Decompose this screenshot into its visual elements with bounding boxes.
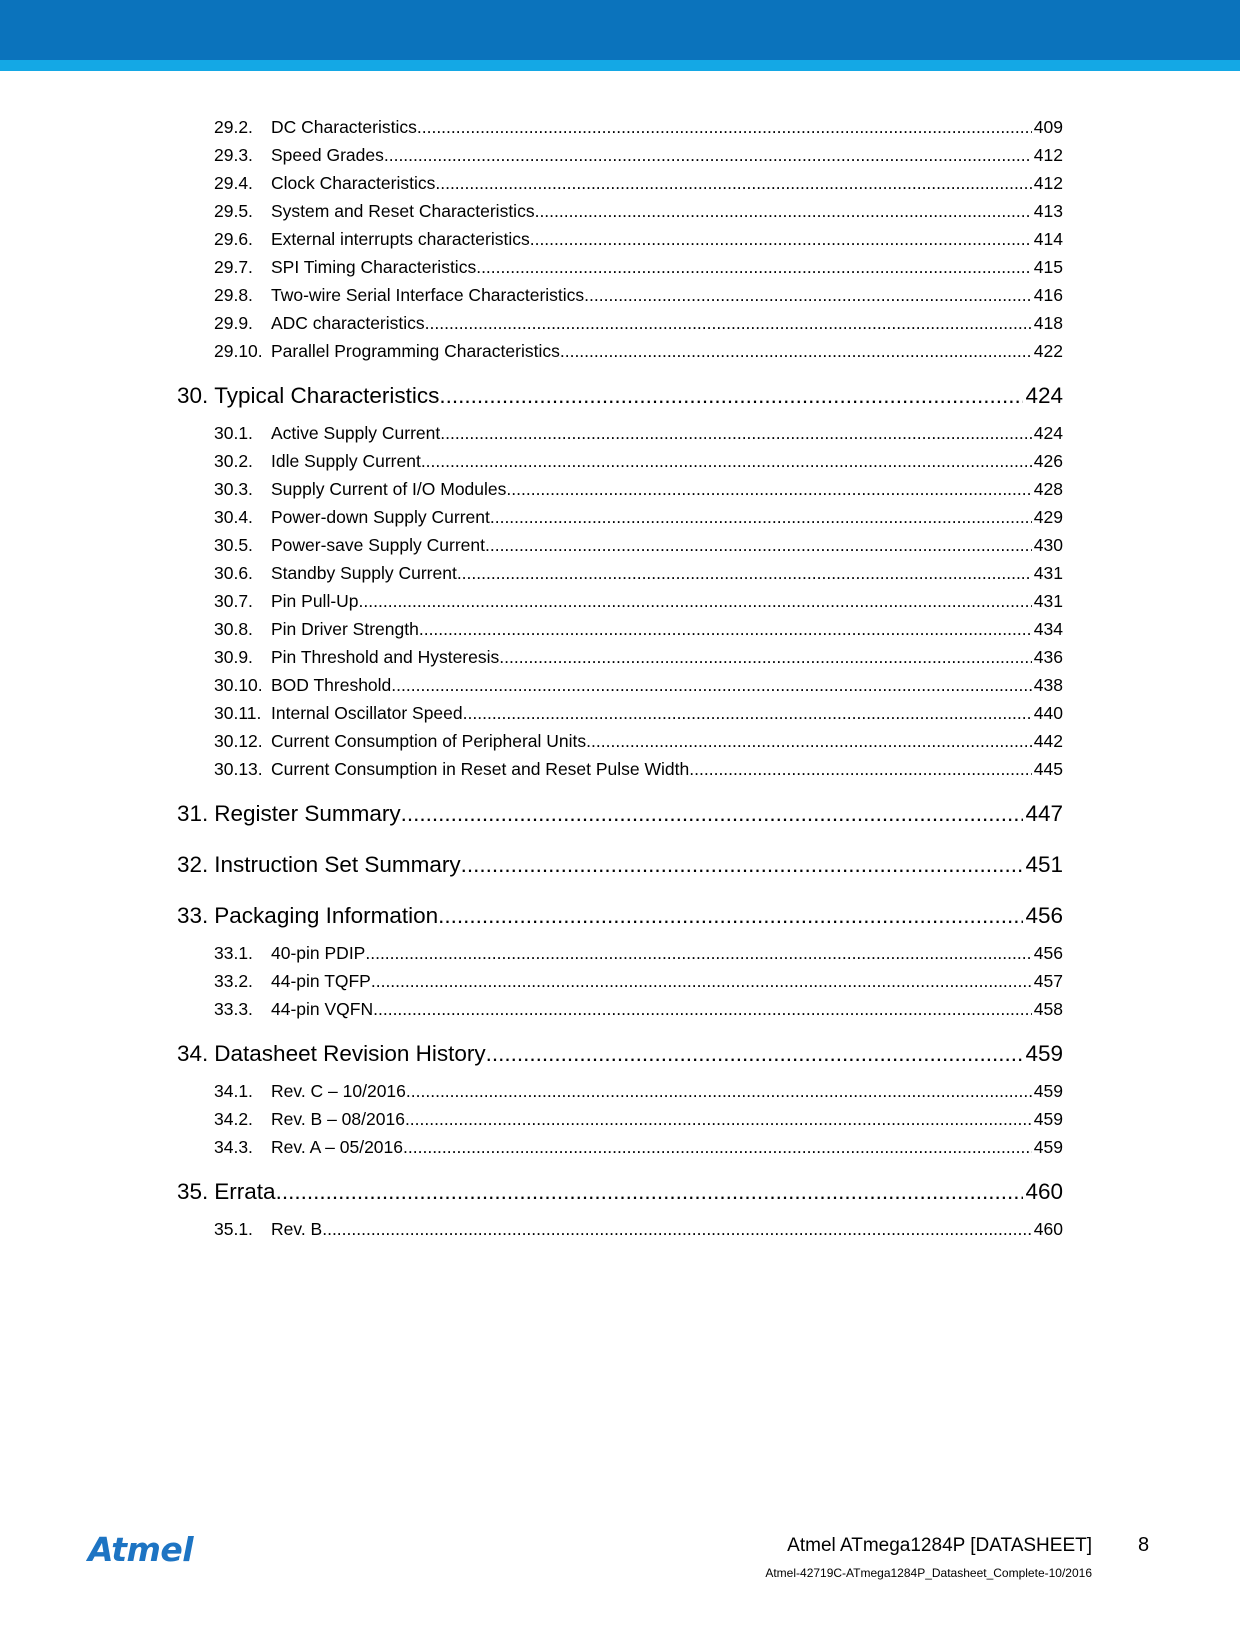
toc-section-entry[interactable] (177, 197, 1063, 225)
toc-dot-leader (421, 447, 1032, 475)
footer-document-id: Atmel-42719C-ATmega1284P_Datasheet_Complete-10/2016 (765, 1566, 1092, 1580)
toc-dot-leader (359, 587, 1032, 615)
toc-dot-leader (322, 1215, 1032, 1243)
toc-entry-number: 29.2. (214, 117, 253, 137)
toc-entry-page: 442 (1033, 731, 1063, 751)
toc-section-entry[interactable] (177, 1077, 1063, 1105)
toc-entry-number: 30.1. (214, 423, 253, 443)
toc-entry-title: Current Consumption of Peripheral Units (271, 731, 587, 751)
toc-entry-number: 33.1. (214, 943, 253, 963)
toc-section-entry[interactable] (177, 643, 1063, 671)
toc-dot-leader (401, 794, 1024, 834)
toc-dot-leader (365, 939, 1031, 967)
toc-dot-leader (560, 337, 1032, 365)
toc-entry-title: Typical Characteristics (214, 383, 440, 408)
toc-dot-leader (535, 197, 1032, 225)
toc-entry-page: 409 (1033, 117, 1063, 137)
toc-entry-page: 459 (1033, 1137, 1063, 1157)
toc-dot-leader (403, 1133, 1032, 1161)
toc-entry-page: 458 (1033, 999, 1063, 1019)
toc-entry-number: 30.3. (214, 479, 253, 499)
toc-entry-number: 35.1. (214, 1219, 253, 1239)
toc-section-entry[interactable] (177, 1133, 1063, 1161)
toc-section-entry[interactable] (177, 587, 1063, 615)
toc-section-entry[interactable] (177, 1215, 1063, 1243)
toc-entry-page: 447 (1025, 801, 1063, 826)
toc-entry-page: 428 (1033, 479, 1063, 499)
toc-dot-leader (438, 896, 1023, 936)
toc-section-entry[interactable] (177, 281, 1063, 309)
toc-dot-leader (486, 1034, 1024, 1074)
toc-dot-leader (584, 281, 1032, 309)
toc-entry-title: SPI Timing Characteristics (271, 257, 477, 277)
toc-dot-leader (506, 475, 1031, 503)
toc-entry-page: 438 (1033, 675, 1063, 695)
toc-section-entry[interactable] (177, 253, 1063, 281)
toc-entry-page: 414 (1033, 229, 1063, 249)
toc-dot-leader (384, 141, 1032, 169)
toc-dot-leader (530, 225, 1032, 253)
toc-entry-number: 29.7. (214, 257, 253, 277)
toc-entry-title: BOD Threshold (271, 675, 392, 695)
toc-entry-number: 29.9. (214, 313, 253, 333)
toc-entry-title: Pin Threshold and Hysteresis (271, 647, 500, 667)
toc-section-entry[interactable] (177, 141, 1063, 169)
toc-entry-title: Idle Supply Current (271, 451, 421, 471)
toc-entry-number: 35. (177, 1179, 209, 1204)
toc-entry-page: 460 (1033, 1219, 1063, 1239)
toc-entry-number: 31. (177, 801, 209, 826)
toc-section-entry[interactable] (177, 447, 1063, 475)
toc-entry-number: 29.3. (214, 145, 253, 165)
toc-entry-number: 33. (177, 903, 209, 928)
toc-entry-title: Pin Driver Strength (271, 619, 419, 639)
toc-entry-title: Standby Supply Current (271, 563, 457, 583)
toc-entry-number: 34.1. (214, 1081, 253, 1101)
toc-entry-number: 30.2. (214, 451, 253, 471)
footer-page-number: 8 (1138, 1534, 1150, 1556)
toc-entry-page: 430 (1033, 535, 1063, 555)
toc-entry-page: 413 (1033, 201, 1063, 221)
toc-entry-page: 429 (1033, 507, 1063, 527)
toc-entry-page: 436 (1033, 647, 1063, 667)
toc-entry-number: 30.10. (214, 675, 263, 695)
toc-chapter-entry[interactable] (177, 896, 1063, 936)
toc-entry-title: 40-pin PDIP (271, 943, 366, 963)
footer-document-title: Atmel ATmega1284P [DATASHEET] (787, 1535, 1092, 1556)
toc-entry-page: 459 (1033, 1109, 1063, 1129)
toc-entry-number: 30.13. (214, 759, 263, 779)
toc-entry-page: 456 (1025, 903, 1063, 928)
toc-section-entry[interactable] (177, 699, 1063, 727)
toc-entry-page: 418 (1033, 313, 1063, 333)
toc-entry-page: 445 (1033, 759, 1063, 779)
toc-dot-leader (586, 727, 1032, 755)
toc-entry-page: 457 (1033, 971, 1063, 991)
toc-entry-title: Rev. B (271, 1219, 323, 1239)
toc-entry-page: 422 (1033, 341, 1063, 361)
toc-dot-leader (419, 615, 1032, 643)
toc-entry-number: 32. (177, 852, 209, 877)
toc-entry-title: 44-pin TQFP (271, 971, 371, 991)
toc-section-entry[interactable] (177, 995, 1063, 1023)
toc-dot-leader (476, 253, 1032, 281)
toc-entry-title: Rev. B – 08/2016 (271, 1109, 405, 1129)
toc-dot-leader (457, 559, 1032, 587)
toc-section-entry[interactable] (177, 755, 1063, 783)
toc-entry-number: 29.5. (214, 201, 253, 221)
toc-section-entry[interactable] (177, 225, 1063, 253)
toc-section-entry[interactable] (177, 503, 1063, 531)
toc-dot-leader (371, 967, 1032, 995)
toc-dot-leader (461, 845, 1024, 885)
toc-chapter-entry[interactable] (177, 376, 1063, 416)
toc-section-entry[interactable] (177, 939, 1063, 967)
toc-entry-page: 412 (1033, 173, 1063, 193)
toc-entry-title: Errata (214, 1179, 276, 1204)
toc-entry-number: 30.5. (214, 535, 253, 555)
toc-section-entry[interactable] (177, 419, 1063, 447)
toc-entry-number: 29.10. (214, 341, 263, 361)
toc-dot-leader (405, 1105, 1032, 1133)
header-stripe (0, 60, 1240, 71)
toc-section-entry[interactable] (177, 727, 1063, 755)
toc-entry-number: 29.6. (214, 229, 253, 249)
toc-dot-leader (689, 755, 1032, 783)
toc-chapter-entry[interactable] (177, 794, 1063, 834)
toc-entry-title: Two-wire Serial Interface Characteristics (271, 285, 585, 305)
toc-entry-title: External interrupts characteristics (271, 229, 530, 249)
toc-entry-page: 424 (1025, 383, 1063, 408)
toc-entry-title: Supply Current of I/O Modules (271, 479, 507, 499)
toc-dot-leader (499, 643, 1032, 671)
toc-entry-page: 426 (1033, 451, 1063, 471)
toc-entry-title: Datasheet Revision History (214, 1041, 486, 1066)
toc-entry-number: 30.12. (214, 731, 263, 751)
toc-dot-leader (391, 671, 1032, 699)
toc-entry-number: 30.8. (214, 619, 253, 639)
toc-section-entry[interactable] (177, 113, 1063, 141)
toc-entry-title: Register Summary (214, 801, 401, 826)
toc-entry-page: 459 (1033, 1081, 1063, 1101)
toc-entry-title: System and Reset Characteristics (271, 201, 535, 221)
toc-entry-page: 412 (1033, 145, 1063, 165)
toc-entry-title: Rev. A – 05/2016 (271, 1137, 404, 1157)
toc-entry-number: 30.6. (214, 563, 253, 583)
table-of-contents (177, 113, 1063, 1243)
atmel-logo: Atmel (88, 1530, 194, 1569)
toc-entry-page: 456 (1033, 943, 1063, 963)
toc-entry-title: Power-down Supply Current (271, 507, 490, 527)
toc-section-entry[interactable] (177, 169, 1063, 197)
toc-entry-title: Internal Oscillator Speed (271, 703, 463, 723)
toc-chapter-entry[interactable] (177, 1034, 1063, 1074)
toc-dot-leader (439, 376, 1023, 416)
toc-entry-number: 30.9. (214, 647, 253, 667)
toc-dot-leader (490, 503, 1032, 531)
toc-dot-leader (276, 1172, 1024, 1212)
toc-entry-title: Clock Characteristics (271, 173, 436, 193)
toc-entry-page: 460 (1025, 1179, 1063, 1204)
toc-entry-page: 451 (1025, 852, 1063, 877)
toc-entry-title: Current Consumption in Reset and Reset Pulse Width (271, 759, 690, 779)
toc-entry-title: Speed Grades (271, 145, 384, 165)
toc-entry-title: Pin Pull-Up (271, 591, 359, 611)
toc-dot-leader (406, 1077, 1032, 1105)
toc-dot-leader (373, 995, 1032, 1023)
toc-entry-page: 431 (1033, 563, 1063, 583)
toc-dot-leader (417, 113, 1032, 141)
toc-entry-title: Power-save Supply Current (271, 535, 485, 555)
toc-dot-leader (485, 531, 1032, 559)
header-band (0, 0, 1240, 60)
toc-section-entry[interactable] (177, 671, 1063, 699)
toc-entry-number: 30.11. (214, 703, 262, 723)
toc-entry-number: 30. (177, 383, 209, 408)
toc-entry-number: 29.4. (214, 173, 253, 193)
toc-section-entry[interactable] (177, 967, 1063, 995)
toc-entry-page: 415 (1033, 257, 1063, 277)
toc-dot-leader (435, 169, 1031, 197)
toc-entry-page: 440 (1033, 703, 1063, 723)
toc-entry-title: Instruction Set Summary (214, 852, 461, 877)
toc-entry-title: Active Supply Current (271, 423, 441, 443)
toc-section-entry[interactable] (177, 531, 1063, 559)
toc-dot-leader (440, 419, 1032, 447)
toc-section-entry[interactable] (177, 337, 1063, 365)
toc-entry-title: Packaging Information (214, 903, 439, 928)
toc-entry-number: 33.3. (214, 999, 253, 1019)
toc-section-entry[interactable] (177, 1105, 1063, 1133)
toc-entry-title: Rev. C – 10/2016 (271, 1081, 406, 1101)
toc-entry-number: 30.7. (214, 591, 253, 611)
toc-section-entry[interactable] (177, 309, 1063, 337)
toc-entry-page: 459 (1025, 1041, 1063, 1066)
toc-entry-page: 424 (1033, 423, 1063, 443)
toc-entry-title: 44-pin VQFN (271, 999, 374, 1019)
toc-entry-page: 434 (1033, 619, 1063, 639)
toc-chapter-entry[interactable] (177, 845, 1063, 885)
toc-entry-number: 34. (177, 1041, 209, 1066)
toc-entry-title: ADC characteristics (271, 313, 425, 333)
toc-chapter-entry[interactable] (177, 1172, 1063, 1212)
toc-section-entry[interactable] (177, 559, 1063, 587)
toc-dot-leader (425, 309, 1032, 337)
toc-entry-number: 34.3. (214, 1137, 253, 1157)
toc-entry-page: 416 (1033, 285, 1063, 305)
toc-entry-title: Parallel Programming Characteristics (271, 341, 560, 361)
toc-entry-page: 431 (1033, 591, 1063, 611)
toc-entry-number: 34.2. (214, 1109, 253, 1129)
toc-entry-title: DC Characteristics (271, 117, 417, 137)
toc-section-entry[interactable] (177, 475, 1063, 503)
toc-dot-leader (463, 699, 1032, 727)
toc-entry-number: 33.2. (214, 971, 253, 991)
toc-entry-number: 30.4. (214, 507, 253, 527)
toc-section-entry[interactable] (177, 615, 1063, 643)
toc-entry-number: 29.8. (214, 285, 253, 305)
